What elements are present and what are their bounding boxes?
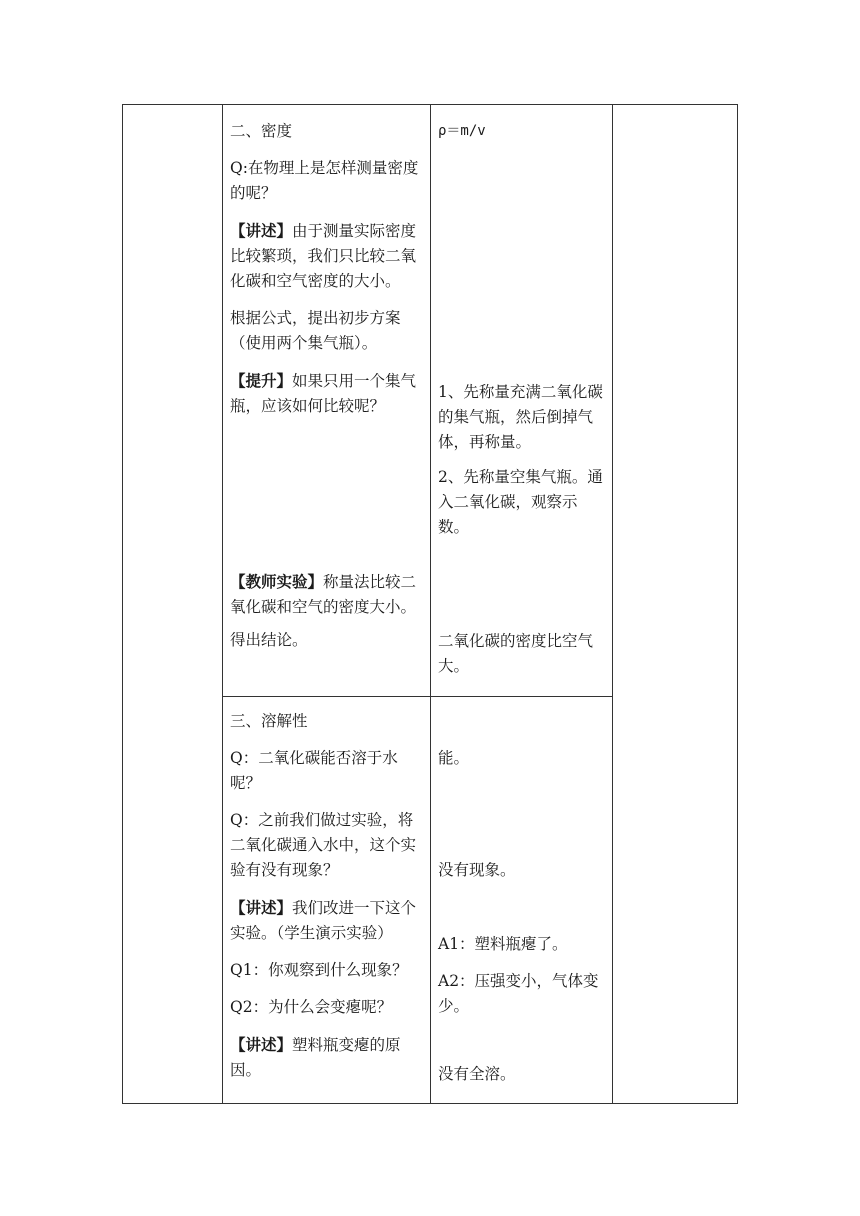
section2-student-methods [438,380,608,540]
answer-text: 没有全溶。 [438,1065,516,1083]
plan-text: 根据公式，提出初步方案（使用两个集气瓶）。 [230,309,401,352]
experiment-tag: 【教师实验】 [230,572,324,591]
answer-text: 能。 [438,749,470,767]
column-divider [612,105,613,1103]
lecture-tag: 【讲述】 [230,1035,293,1054]
method-2: 2、先称量空集气瓶。通入二氧化碳，观察示数。 [438,468,603,536]
improve-text: 如果只用一个集气瓶，应该如何比较呢？ [230,372,417,415]
lecture-paragraph [230,1032,425,1083]
lecture-tag: 【讲述】 [230,221,293,240]
answer-text: 没有现象。 [438,861,516,879]
formula-text: ρ＝m/v [438,123,486,139]
lecture-text: 我们改进一下这个实验。（学生演示实验） [230,899,417,942]
section3-teacher-cell [230,709,425,1083]
lecture-tag: 【讲述】 [230,898,293,917]
improve-tag: 【提升】 [230,371,293,390]
column-divider [430,105,431,1103]
question-text: Q：二氧化碳能否溶于水呢？ [230,749,398,792]
section-heading: 三、溶解性 [230,712,308,730]
column-divider [222,105,223,1103]
section-heading: 二、密度 [230,122,293,140]
lecture-paragraph [230,218,425,294]
answer-text: A2：压强变小，气体变少。 [438,972,599,1015]
question-text: Q：之前我们做过实验，将二氧化碳通入水中，这个实验有没有现象？ [230,811,417,879]
improve-paragraph [230,368,425,419]
section2-teacher-experiment [230,569,425,653]
experiment-paragraph [230,569,425,620]
conclusion-text: 得出结论。 [230,631,308,649]
lecture-paragraph [230,895,425,946]
question-text: Q:在物理上是怎样测量密度的呢？ [230,159,419,202]
question-text: Q2：为什么会变瘪呢？ [230,998,393,1016]
method-1: 1、先称量充满二氧化碳的集气瓶，然后倒掉气体，再称量。 [438,383,603,451]
row-divider [222,696,612,697]
lecture-text: 由于测量实际密度比较繁琐，我们只比较二氧化碳和空气密度的大小。 [230,222,417,290]
section2-teacher-cell [230,119,425,419]
lecture-text: 塑料瓶变瘪的原因。 [230,1036,401,1079]
result-text: 二氧化碳的密度比空气大。 [438,632,594,675]
question-text: Q1：你观察到什么现象？ [230,961,408,979]
answer-text: A1：塑料瓶瘪了。 [438,935,568,953]
experiment-text: 称量法比较二氧化碳和空气的密度大小。 [230,573,417,616]
lesson-table [122,104,738,1104]
